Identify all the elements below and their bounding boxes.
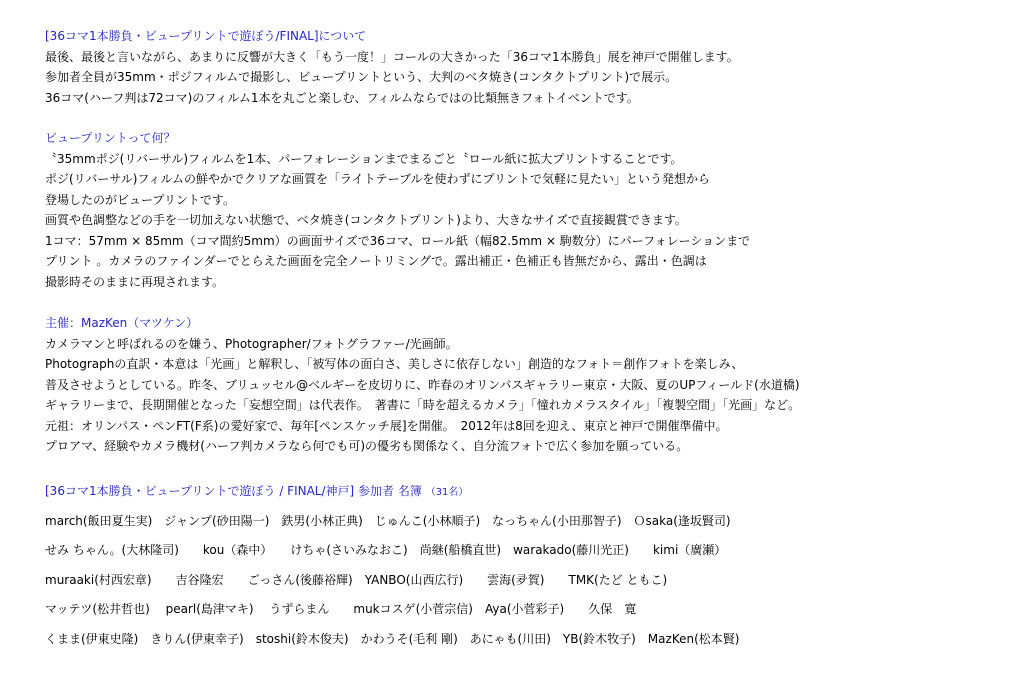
viewprint-line: 〝35mmポジ(リバーサル)フィルムを1本、パーフォレーションまでまるごと〝ロール紙に拡大プリントすることです。	[45, 151, 683, 166]
about-section	[45, 26, 1005, 108]
viewprint-line: 登場したのがビュープリントです。	[45, 192, 235, 207]
viewprint-line: 1コマ：57mm × 85mm（コマ間約5mm）の画面サイズで36コマ、ロール紙（幅82.5mm × 駒数分）にパーフォレーションまで	[45, 233, 751, 248]
about-title: [36コマ1本勝負・ビュープリントで遊ぼう/FINAL]について	[45, 29, 367, 43]
viewprint-title: ビュープリントって何？	[45, 131, 176, 145]
participants-row: せみ ちゃん。(大林隆司) kou（森中） けちゃ(さいみなおこ) 尚継(船橋直世) warakado(藤川光正) kimi（廣瀬）	[45, 543, 727, 557]
participants-section	[45, 481, 1005, 654]
participants-row: くまま(伊東史隆) きりん(伊東幸子) stoshi(鈴木俊夫) かわうそ(毛利 剛) あにゃも(川田) YB(鈴木牧子) MazKen(松本賢)	[45, 631, 740, 646]
participants-row: muraaki(村西宏章) 吉谷隆宏 ごっさん(後藤裕輝) YANBO(山西広行) 雲海(夛賀) TMK(たど ともこ)	[45, 572, 668, 587]
participants-row: マッテツ(松井哲也) pearl(島津マキ) うずらまん mukコスゲ(小菅宗信) Aya(小菅彩子) 久保 寛	[45, 602, 637, 616]
participants-count: （31名）	[425, 487, 469, 498]
host-line: プロアマ、経験やカメラ機材(ハーフ判カメラなら何でも可)の優劣も関係なく、自分流フォトで広く参加を願っている。	[45, 439, 689, 453]
host-line: Photographの直訳・本意は「光画」と解釈し、「被写体の面白さ、美しさに依存しない」創造的なフォト＝創作フォトを楽しみ、	[45, 357, 744, 371]
about-line: 最後、最後と言いながら、あまりに反響が大きく「もう一度！」コールの大きかった「36コマ1本勝負」展を神戸で開催します。	[45, 49, 739, 64]
viewprint-line: ポジ(リバーサル)フィルムの鮮やかでクリアな画質を「ライトテーブルを使わずにプリントで気軽に見たい」という発想から	[45, 172, 711, 186]
host-title: 主催：MazKen（マツケン）	[45, 316, 199, 330]
host-line: ギャラリーまで、長期開催となった「妄想空間」は代表作。 著書に「時を超えるカメラ」「憧れカメラスタイル」「複製空間」「光画」など。	[45, 398, 801, 412]
viewprint-section	[45, 128, 1005, 292]
viewprint-line: 撮影時そのままに再現されます。	[45, 274, 225, 289]
participants-title-row	[45, 481, 1005, 502]
host-line: 普及させようとしている。昨冬、ブリュッセル@ベルギーを皮切りに、昨春のオリンパスギャラリー東京・大阪、夏のUPフィールド(水道橋)	[45, 377, 800, 392]
participants-row: march(飯田夏生実) ジャンプ(砂田陽一) 鉄男(小林正典) じゅんこ(小林順子) なっちゃん(小田那智子) Ｏsaka(逢坂賢司)	[45, 513, 731, 528]
host-line: カメラマンと呼ばれるのを嫌う、Photographer/フォトグラファー/光画師。	[45, 336, 458, 351]
viewprint-line: 画質や色調整などの手を一切加えない状態で、ベタ焼き(コンタクトプリント)より、大きなサイズで直接観賞できます。	[45, 213, 687, 227]
host-line: 元祖：オリンパス・ペンFT(F系)の愛好家で、毎年[ペンスケッチ展]を開催。 2012年は8回を迎え、東京と神戸で開催準備中。	[45, 418, 728, 433]
participants-list	[45, 507, 1005, 655]
participants-title: [36コマ1本勝負・ビュープリントで遊ぼう / FINAL/神戸] 参加者 名簿	[45, 484, 422, 498]
viewprint-line: プリント 。カメラのファインダーでとらえた画面を完全ノートリミングで。露出補正・色補正も皆無だから、露出・色調は	[45, 254, 707, 268]
about-line: 36コマ(ハーフ判は72コマ)のフィルム1本を丸ごと楽しむ、フィルムならではの比類無きフォトイベントです。	[45, 90, 639, 105]
about-line: 参加者全員が35mm・ポジフィルムで撮影し、ビュープリントという、大判のベタ焼き(コンタクトプリント)で展示。	[45, 70, 678, 84]
host-section	[45, 313, 1005, 457]
